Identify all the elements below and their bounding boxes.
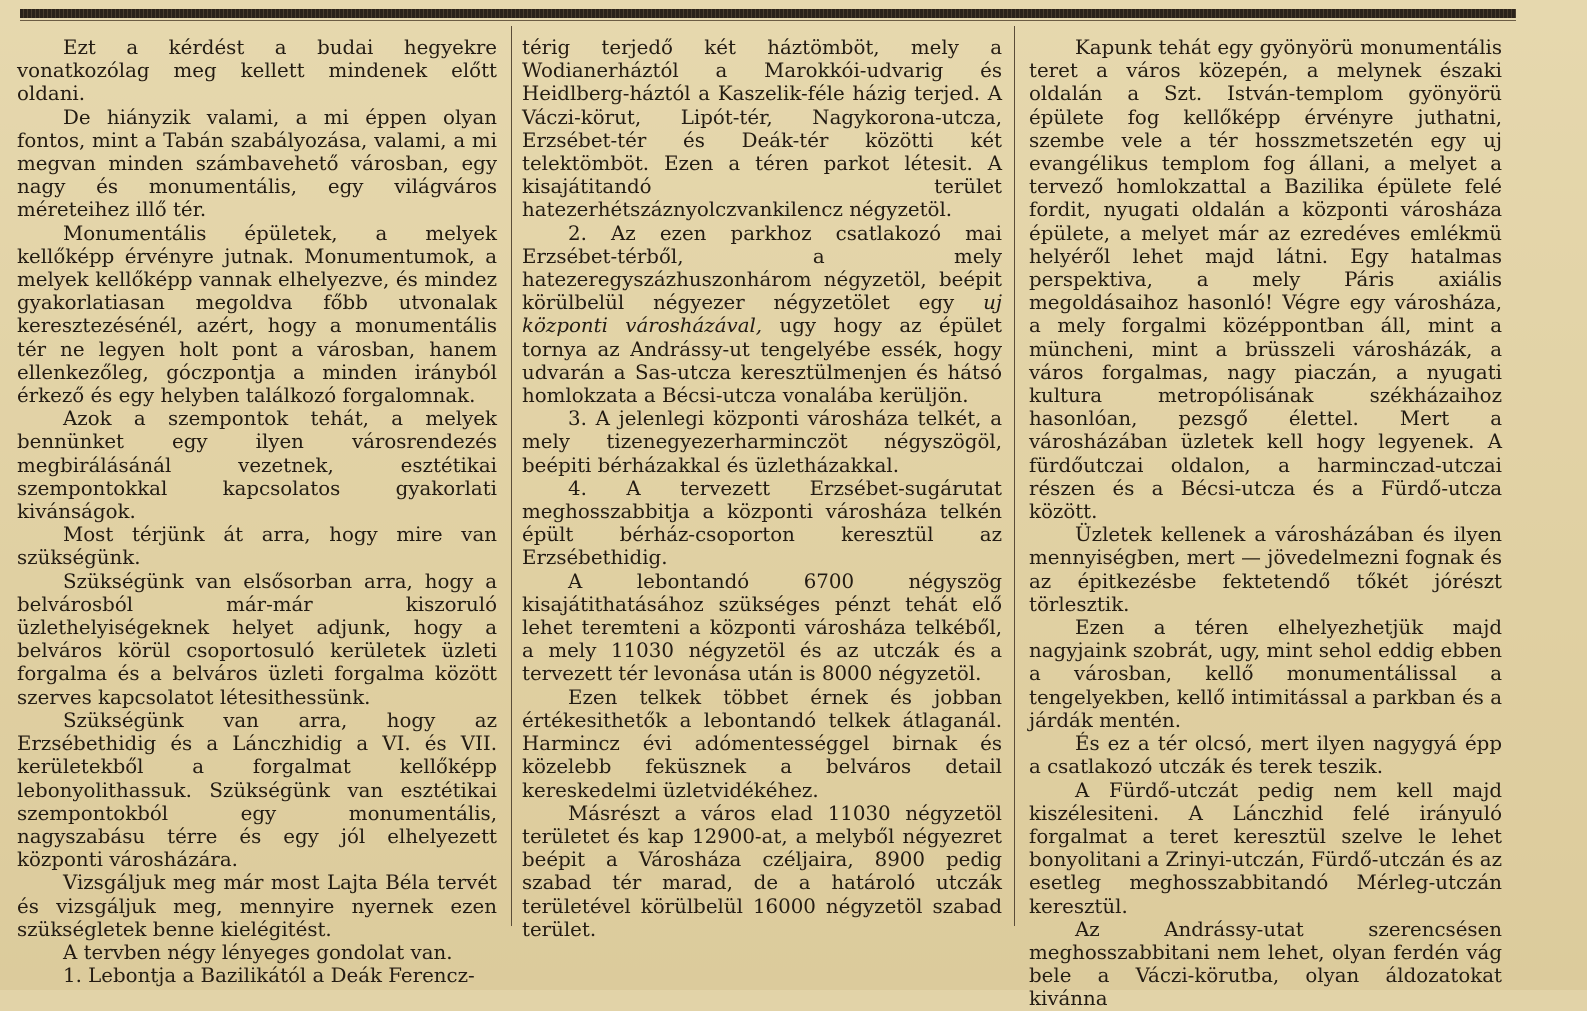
- paragraph: Ezt a kérdést a budai hegyekre vonatkozólag meg kellett mindenek előtt oldani.: [17, 36, 497, 106]
- emphasis: uj központi városházával,: [522, 291, 1002, 338]
- article-column-1: [17, 36, 497, 987]
- paragraph: Szükségünk van arra, hogy az Erzsébethidig és a Lánczhidig a VI. és VII. kerületekből a forgalmat kellőképp lebonyolithassuk. Szükségünk van esztétikai szempontokból egy monumentális, nagyszabásu térre és egy jól elhelyezett központi városházára.: [17, 708, 497, 872]
- paragraph: 4. A tervezett Erzsébet-sugárutat meghosszabbitja a központi városháza telkén épült bérház-csoporton keresztül az Erzsébethidig.: [522, 476, 1002, 570]
- paragraph: Azok a szempontok tehát, a melyek bennünket egy ilyen városrendezés megbirálásánál vezetnek, esztétikai szempontokkal kapcsolatos gyakorlati kivánságok.: [17, 407, 497, 524]
- paragraph: Most térjünk át arra, hogy mire van szükségünk.: [17, 523, 497, 570]
- paragraph: [522, 222, 1002, 408]
- paragraph: Szükségünk van elsősorban arra, hogy a belvárosból már-már kiszoruló üzlethelyiségeknek helyet adjunk, hogy a belváros körül csoportosuló kerületek üzleti forgalma és a belváros üzleti forgalma között szerves kapcsolatot létesithessünk.: [17, 569, 497, 709]
- paragraph: Üzletek kellenek a városházában és ilyen mennyiségben, mert — jövedelmezni fognak és az épitkezésbe fektetendő tőkét jórészt törlesztik.: [1029, 523, 1502, 616]
- column-divider: [511, 26, 512, 926]
- paragraph: Másrészt a város elad 11030 négyzetöl területet és kap 12900-at, a melyből négyezret beépit a Városháza czéljaira, 8900 pedig szabad tér marad, de a határoló utczák területével körülbelül 16000 négyzetöl szabad terület.: [522, 801, 1002, 941]
- paragraph: Monumentális épületek, a melyek kellőképp érvényre jutnak. Monumentumok, a melyek kellőképp vannak elhelyezve, és mindez gyakorlatiasan megoldva főbb utvonalak keresztezésénél, azért, hogy a monumentális tér ne legyen holt pont a városban, hanem ellenkezőleg, góczpontja a minden irányból érkező és egy helyben találkozó forgalomnak.: [17, 221, 497, 408]
- paragraph: A tervben négy lényeges gondolat van.: [63, 940, 453, 964]
- paragraph: Vizsgáljuk meg már most Lajta Béla tervét és vizsgáljuk meg, mennyire nyernek ezen szükségletek benne kielégitést.: [17, 871, 497, 941]
- paragraph: A lebontandó 6700 négyszög kisajátithatásához szükséges pénzt tehát elő lehet teremteni a központi városháza telkéből, a mely 11030 négyzetöl és az utczák és a tervezett tér levonása után is 8000 négyzetöl.: [522, 569, 1002, 686]
- paragraph: Kapunk tehát egy gyönyörü monumentális teret a város közepén, a melynek északi oldalán a Szt. István-templom gyönyörü épülete fog kellőképp érvényre juthatni, szembe vele a tér hosszmetszetén egy uj evangélikus templom fog állani, a melyet a tervező homlokzattal a Bazilika épülete felé fordit, nyugati oldalán a központi városháza épülete, a melyet már az ezredéves emlékmü helyéről lehet majd látni. Egy hatalmas perspektiva, a mely Páris axiális megoldásaihoz hasonló! Végre egy városháza, a mely forgalmi középpontban áll, mint a müncheni, mint a brüsszeli városházák, a város forgalmas, nagy piaczán, a nyugati kultura metropólisának székházaihoz hasonlóan, pezsgő élettel. Mert a városházában üzletek kell hogy legyenek. A fürdőutczai oldalon, a harminczad-utczai részen és a Bécsi-utcza és a Fürdő-utcza között.: [1029, 36, 1502, 524]
- paragraph: 1. Lebontja a Bazilikától a Deák Ferencz-: [63, 964, 475, 988]
- header-rule-thin: [20, 20, 1516, 21]
- text-run: 2. Az ezen parkhoz csatlakozó mai Erzsébet-térből, a mely hatezeregyszázhuszonhárom négyzetöl, beépit körülbelül négyezer négyzetölet egy: [522, 221, 1002, 315]
- paragraph: térig terjedő két háztömböt, mely a Wodianerháztól a Marokkói-udvarig és Heidlberg-háztól a Kaszelik-féle házig terjed. A Váczi-körut, Lipót-tér, Nagykorona-utcza, Erzsébet-tér és Deák-tér közötti két telektömböt. Ezen a téren parkot létesit. A kisajátitandó terület hatezerhétszáznyolczvankilencz négyzetöl.: [522, 36, 1002, 222]
- paragraph: Ezen telkek többet érnek és jobban értékesithetők a lebontandó telkek átlaganál. Harmincz évi adómentességgel birnak és közelebb feküsznek a belváros detail kereskedelmi üzletvidékéhez.: [522, 685, 1002, 802]
- paragraph: De hiányzik valami, a mi éppen olyan fontos, mint a Tabán szabályozása, valami, a mi megvan minden számbavehető városban, egy nagy és monumentális, egy világváros méreteihez illő tér.: [17, 105, 497, 222]
- paragraph: Az Andrássy-utat szerencsésen meghosszabbitani nem lehet, olyan ferdén vág bele a Váczi-körutba, olyan áldozatokat kivánna: [1029, 917, 1502, 1011]
- column-divider: [1014, 26, 1015, 926]
- article-column-2: [522, 36, 1002, 941]
- text-run: ugy hogy az épület tornya az Andrássy-ut tengelyébe essék, hogy udvarán a Sas-utcza keresztülmenjen és hátsó homlokzata a Bécsi-utcza vonalába kerüljön.: [522, 314, 1002, 408]
- paragraph: 3. A jelenlegi központi városháza telkét, a mely tizenegyezerharminczöt négyszögöl, beépiti bérházakkal és üzletházakkal.: [522, 407, 1002, 477]
- header-rule: [20, 9, 1516, 18]
- paragraph: A Fürdő-utczát pedig nem kell majd kiszélesiteni. A Lánczhid felé irányuló forgalmat a teret keresztül szelve le lehet bonyolitani a Zrinyi-utczán, Fürdő-utczán és az esetleg meghosszabbitandó Mérleg-utczán keresztül.: [1029, 778, 1502, 918]
- article-column-3: [1029, 36, 1502, 1011]
- paragraph: Ezen a téren elhelyezhetjük majd nagyjaink szobrát, ugy, mint sehol eddig ebben a városban, kellő monumentálissal a tengelyekben, kellő intimitással a parkban és a járdák mentén.: [1029, 616, 1502, 732]
- paragraph: És ez a tér olcsó, mert ilyen nagygyá épp a csatlakozó utczák és terek teszik.: [1029, 732, 1502, 779]
